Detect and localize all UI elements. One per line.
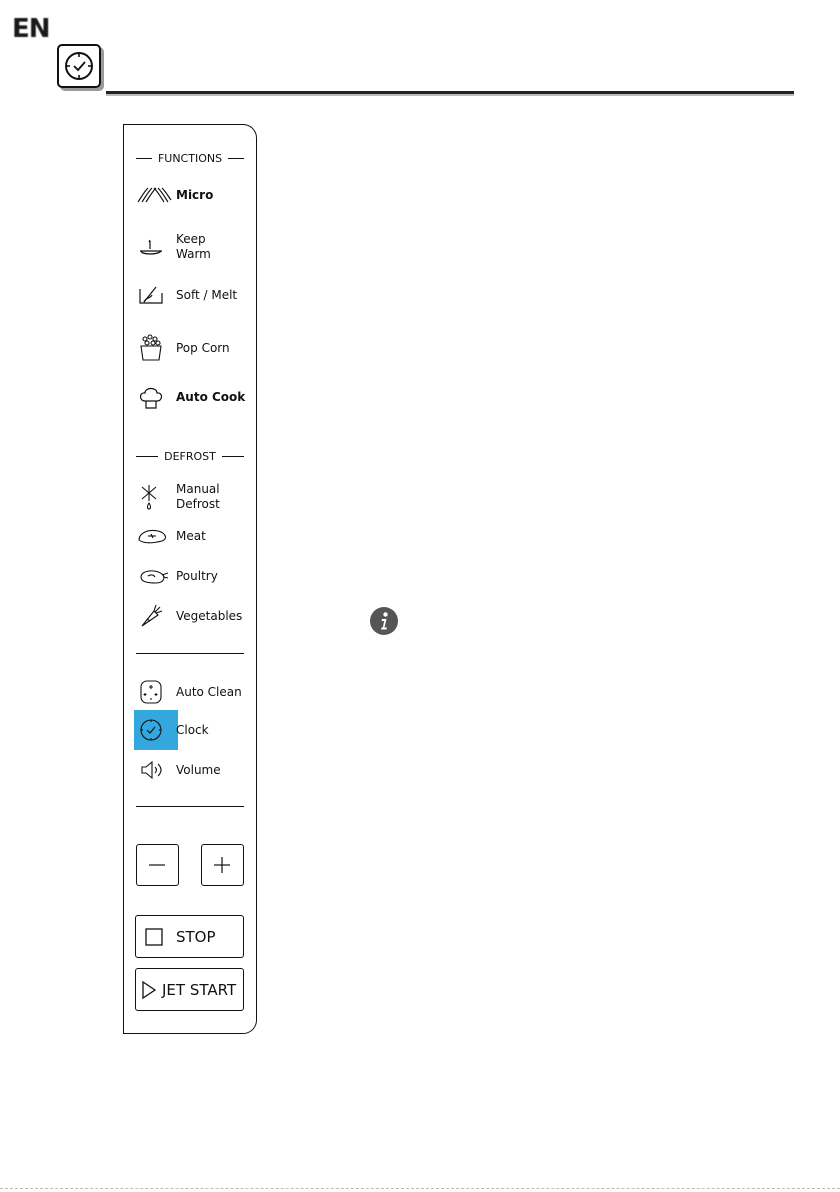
jet-start-button[interactable] [135, 968, 244, 1011]
function-label: Auto Cook [176, 389, 246, 404]
play-icon [136, 978, 162, 1002]
chef-hat-icon [136, 382, 176, 412]
sparkle-icon [136, 677, 176, 707]
page-bottom-rule [0, 1188, 840, 1189]
function-label: Micro [176, 187, 214, 202]
clock-icon [64, 51, 94, 81]
header-rule [106, 91, 794, 94]
functions-section-title: FUNCTIONS [136, 150, 244, 166]
stop-label: STOP [176, 927, 216, 946]
setting-clock[interactable] [136, 715, 251, 745]
setting-label: Auto Clean [176, 684, 242, 699]
defrost-vegetables[interactable] [136, 601, 251, 631]
defrost-poultry[interactable] [136, 561, 251, 591]
plus-button[interactable] [201, 844, 244, 886]
carrot-icon [136, 601, 176, 631]
clock-icon [136, 715, 176, 745]
setting-auto-clean[interactable] [136, 677, 251, 707]
info-icon [369, 606, 399, 640]
setting-label: Volume [176, 762, 221, 777]
function-keep-warm[interactable] [136, 232, 251, 262]
section-divider [136, 806, 244, 807]
setting-label: Clock [176, 722, 209, 737]
popcorn-icon [136, 333, 176, 363]
defrost-section-title: DEFROST [136, 448, 244, 464]
soft-melt-icon [136, 280, 176, 310]
stop-square-icon [136, 925, 176, 949]
snowflake-drop-icon [136, 482, 176, 512]
poultry-icon [136, 561, 176, 591]
function-micro[interactable] [136, 180, 251, 210]
function-label: Keep Warm [176, 232, 211, 261]
stop-button[interactable] [135, 915, 244, 958]
header-clock-icon [57, 44, 101, 88]
meat-icon [136, 521, 176, 551]
defrost-manual[interactable] [136, 482, 251, 512]
defrost-label: Poultry [176, 568, 218, 583]
jet-start-label: JET START [162, 980, 237, 999]
language-tag: EN [12, 14, 50, 44]
speaker-icon [136, 755, 176, 785]
setting-volume[interactable] [136, 755, 251, 785]
defrost-label: Vegetables [176, 608, 243, 623]
minus-button[interactable] [136, 844, 179, 886]
minus-icon [137, 845, 177, 884]
function-auto-cook[interactable] [136, 382, 251, 412]
keep-warm-icon [136, 232, 176, 262]
defrost-meat[interactable] [136, 521, 251, 551]
function-label: Soft / Melt [176, 287, 238, 302]
function-soft-melt[interactable] [136, 280, 251, 310]
micro-waves-icon [136, 180, 176, 210]
plus-icon [202, 845, 242, 884]
section-divider [136, 653, 244, 654]
function-pop-corn[interactable] [136, 333, 251, 363]
function-label: Pop Corn [176, 340, 230, 355]
defrost-label: Meat [176, 528, 206, 543]
defrost-label: Manual Defrost [176, 482, 220, 511]
